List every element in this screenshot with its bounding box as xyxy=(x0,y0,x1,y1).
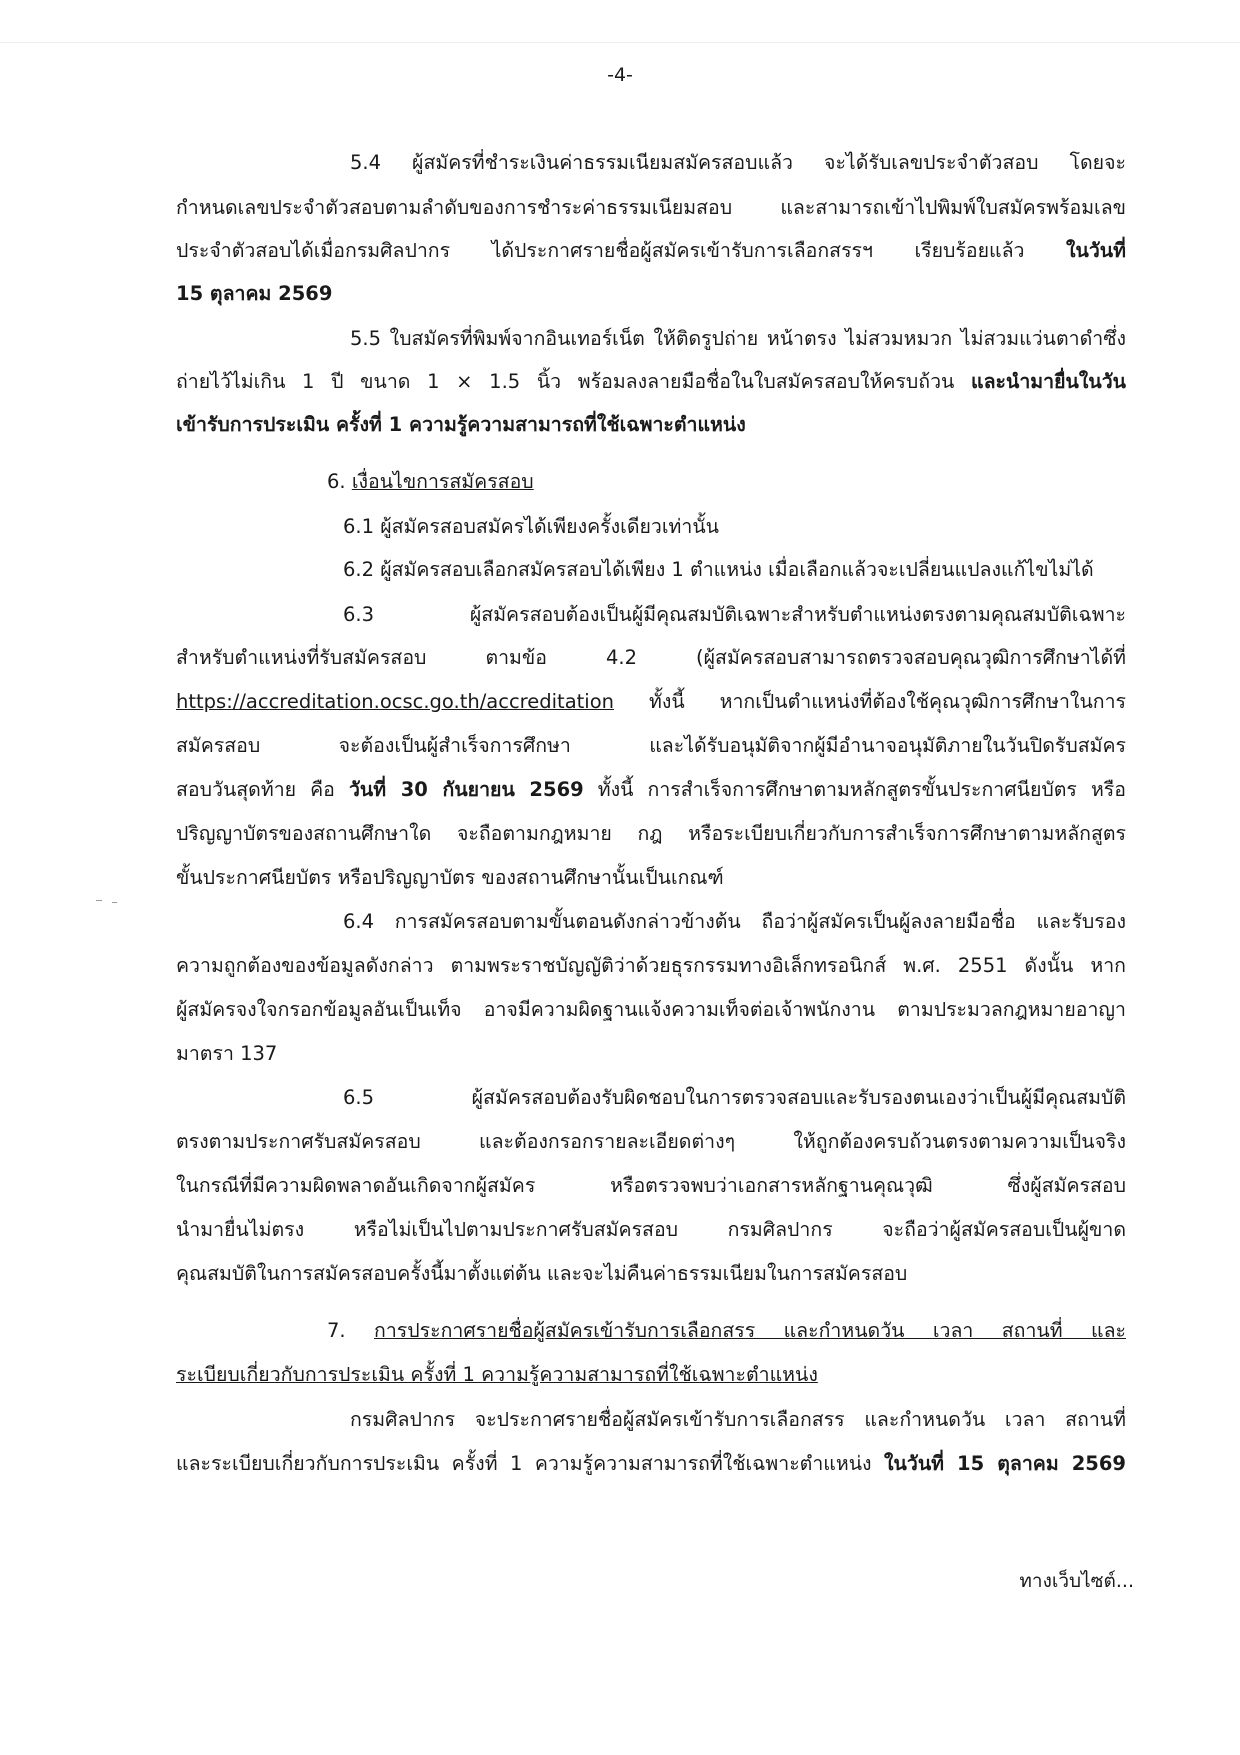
item-6-3-line-3 xyxy=(176,687,1126,717)
page-number: -4- xyxy=(607,64,633,86)
section-7-number: 7. xyxy=(327,1319,346,1342)
section-7-announcement-date: ในวันที่ 15 ตุลาคม 2569 xyxy=(884,1452,1126,1475)
item-6-3-line-3-text: ทั้งนี้ หากเป็นตำแหน่งที่ต้องใช้คุณวุฒิการศึกษาในการ xyxy=(648,690,1126,713)
item-6-4-line-4: มาตรา 137 xyxy=(176,1042,278,1065)
paragraph-5-5-line-3: เข้ารับการประเมิน ครั้งที่ 1 ความรู้ความสามารถที่ใช้เฉพาะตำแหน่ง xyxy=(176,413,746,436)
item-6-3-line-7: ขั้นประกาศนียบัตร หรือปริญญาบัตร ของสถานศึกษานั้นเป็นเกณฑ์ xyxy=(176,866,724,889)
item-6-5-line-3: ในกรณีที่มีความผิดพลาดอันเกิดจากผู้สมัคร หรือตรวจพบว่าเอกสารหลักฐานคุณวุฒิ ซึ่งผู้สมัครสอบ xyxy=(176,1174,1126,1197)
item-6-2: 6.2 ผู้สมัครสอบเลือกสมัครสอบได้เพียง 1 ตำแหน่ง เมื่อเลือกแล้วจะเปลี่ยนแปลงแก้ไขไม่ได้ xyxy=(343,558,1094,581)
section-6-number: 6. xyxy=(327,470,346,493)
item-6-3-line-5 xyxy=(176,775,1126,805)
paragraph-5-4-date-prefix: ในวันที่ xyxy=(1066,239,1126,262)
paragraph-5-5-line-1: 5.5 ใบสมัครที่พิมพ์จากอินเทอร์เน็ต ให้ติดรูปถ่าย หน้าตรง ไม่สวมหมวก ไม่สวมแว่นตาดำซึ่ง xyxy=(350,327,1126,350)
paragraph-5-4-date: 15 ตุลาคม 2569 xyxy=(176,282,333,305)
section-7-body-line-1: กรมศิลปากร จะประกาศรายชื่อผู้สมัครเข้ารับการเลือกสรร และกำหนดวัน เวลา สถานที่ xyxy=(350,1408,1126,1431)
item-6-5-line-1: 6.5 ผู้สมัครสอบต้องรับผิดชอบในการตรวจสอบและรับรองตนเองว่าเป็นผู้มีคุณสมบัติ xyxy=(343,1086,1126,1109)
section-7-heading-line-1 xyxy=(327,1316,1126,1346)
section-6-title: เงื่อนไขการสมัครสอบ xyxy=(351,470,534,493)
paragraph-5-4-line-2: กำหนดเลขประจำตัวสอบตามลำดับของการชำระค่าธรรมเนียมสอบ และสามารถเข้าไปพิมพ์ใบสมัครพร้อมเลข xyxy=(176,196,1126,219)
item-6-3-line-5-b: ทั้งนี้ การสำเร็จการศึกษาตามหลักสูตรขั้นประกาศนียบัตร หรือ xyxy=(597,778,1126,801)
item-6-5-line-2: ตรงตามประกาศรับสมัครสอบ และต้องกรอกรายละเอียดต่างๆ ให้ถูกต้องครบถ้วนตรงตามความเป็นจริง xyxy=(176,1130,1126,1153)
item-6-4-line-2: ความถูกต้องของข้อมูลดังกล่าว ตามพระราชบัญญัติว่าด้วยธุรกรรมทางอิเล็กทรอนิกส์ พ.ศ. 2551 ดังนั้น หาก xyxy=(176,954,1126,977)
paragraph-5-5-line-2-bold: และนำมายื่นในวัน xyxy=(971,370,1126,393)
scan-edge-line xyxy=(0,42,1240,43)
item-6-3-line-4: สมัครสอบ จะต้องเป็นผู้สำเร็จการศึกษา และได้รับอนุมัติจากผู้มีอำนาจอนุมัติภายในวันปิดรับสมัคร xyxy=(176,734,1126,757)
item-6-5-line-5: คุณสมบัติในการสมัครสอบครั้งนี้มาตั้งแต่ต้น และจะไม่คืนค่าธรรมเนียมในการสมัครสอบ xyxy=(176,1262,908,1285)
continuation-text: ทางเว็บไซต์... xyxy=(1019,1570,1134,1592)
item-6-3-line-2: สำหรับตำแหน่งที่รับสมัครสอบ ตามข้อ 4.2 (ผู้สมัครสอบสามารถตรวจสอบคุณวุฒิการศึกษาได้ที่ xyxy=(176,646,1126,669)
scan-mark xyxy=(112,902,117,903)
item-6-3-line-5-a: สอบวันสุดท้าย คือ xyxy=(176,778,335,801)
item-6-1: 6.1 ผู้สมัครสอบสมัครได้เพียงครั้งเดียวเท่านั้น xyxy=(343,515,719,538)
paragraph-5-4-line-1: 5.4 ผู้สมัครที่ชำระเงินค่าธรรมเนียมสมัครสอบแล้ว จะได้รับเลขประจำตัวสอบ โดยจะ xyxy=(350,151,1126,174)
item-6-4-line-3: ผู้สมัครจงใจกรอกข้อมูลอันเป็นเท็จ อาจมีความผิดฐานแจ้งความเท็จต่อเจ้าพนักงาน ตามประมวลกฎหมายอาญา xyxy=(176,998,1126,1021)
paragraph-5-4-line-3 xyxy=(176,236,1126,266)
section-7-body-line-2-text: และระเบียบเกี่ยวกับการประเมิน ครั้งที่ 1 ความรู้ความสามารถที่ใช้เฉพาะตำแหน่ง xyxy=(176,1452,872,1475)
section-7-body-line-2 xyxy=(176,1449,1126,1479)
scan-mark xyxy=(96,900,102,901)
section-6-heading xyxy=(327,467,534,497)
accreditation-link[interactable]: https://accreditation.ocsc.go.th/accreditation xyxy=(176,690,615,713)
item-6-3-line-1: 6.3 ผู้สมัครสอบต้องเป็นผู้มีคุณสมบัติเฉพาะสำหรับตำแหน่งตรงตามคุณสมบัติเฉพาะ xyxy=(343,603,1126,626)
section-7-heading-line-2: ระเบียบเกี่ยวกับการประเมิน ครั้งที่ 1 ความรู้ความสามารถที่ใช้เฉพาะตำแหน่ง xyxy=(176,1363,818,1386)
item-6-4-line-1: 6.4 การสมัครสอบตามขั้นตอนดังกล่าวข้างต้น ถือว่าผู้สมัครเป็นผู้ลงลายมือชื่อ และรับรอง xyxy=(343,910,1126,933)
section-7-title-1: การประกาศรายชื่อผู้สมัครเข้ารับการเลือกสรร และกำหนดวัน เวลา สถานที่ และ xyxy=(374,1319,1127,1342)
paragraph-5-5-line-2-text: ถ่ายไว้ไม่เกิน 1 ปี ขนาด 1 × 1.5 นิ้ว พร้อมลงลายมือชื่อในใบสมัครสอบให้ครบถ้วน xyxy=(176,370,955,393)
item-6-5-line-4: นำมายื่นไม่ตรง หรือไม่เป็นไปตามประกาศรับสมัครสอบ กรมศิลปากร จะถือว่าผู้สมัครสอบเป็นผู้ขาด xyxy=(176,1218,1126,1241)
item-6-3-deadline: วันที่ 30 กันยายน 2569 xyxy=(348,778,584,801)
item-6-3-line-6: ปริญญาบัตรของสถานศึกษาใด จะถือตามกฎหมาย กฎ หรือระเบียบเกี่ยวกับการสำเร็จการศึกษาตามหลักสูตร xyxy=(176,822,1126,845)
paragraph-5-4-line-3-text: ประจำตัวสอบได้เมื่อกรมศิลปากร ได้ประกาศรายชื่อผู้สมัครเข้ารับการเลือกสรรฯ เรียบร้อยแล้ว xyxy=(176,239,1025,262)
paragraph-5-5-line-2 xyxy=(176,367,1126,397)
